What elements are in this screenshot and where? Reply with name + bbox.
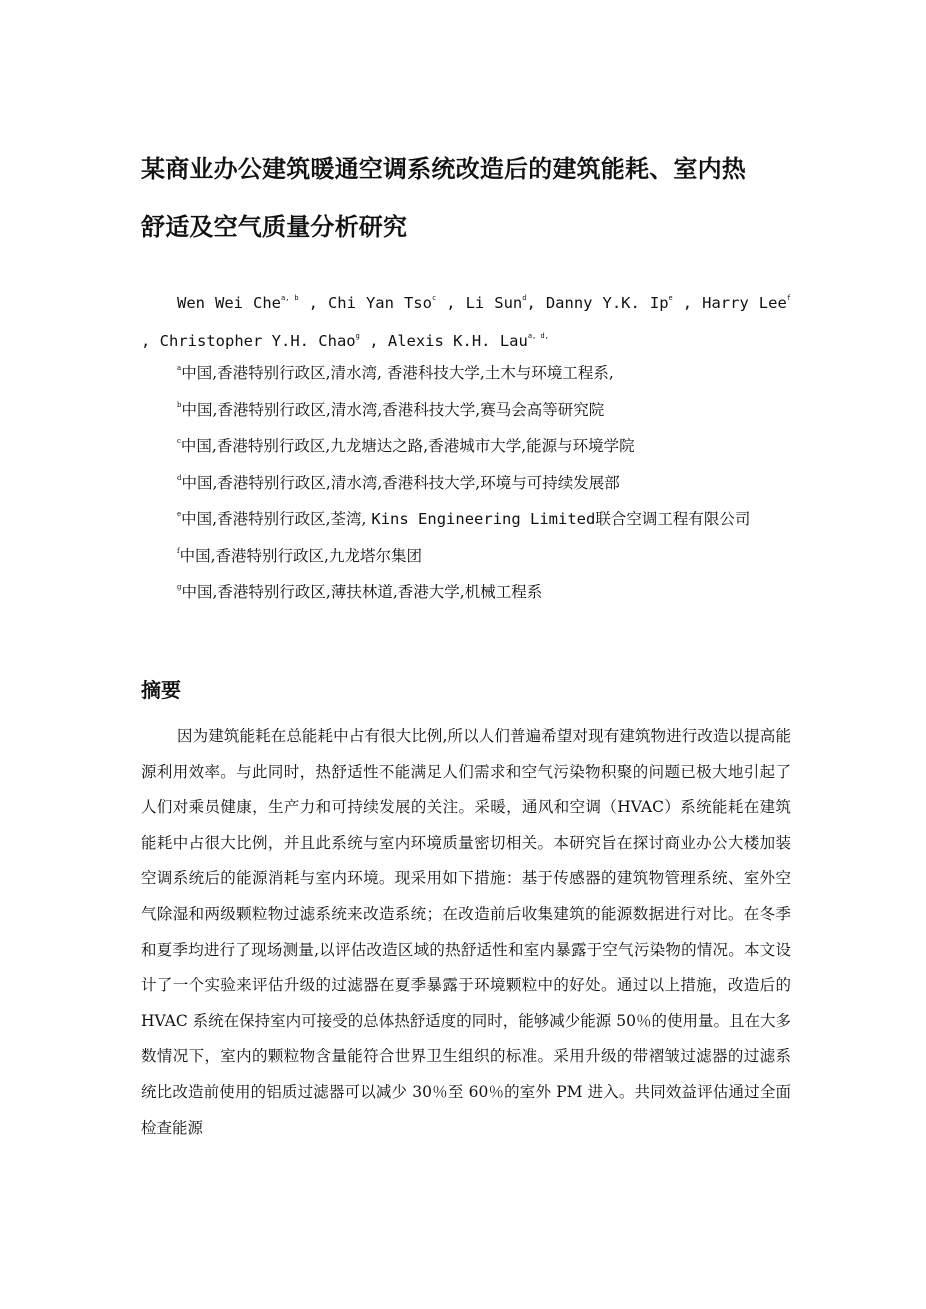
affiliation-text: 中国,香港特别行政区,九龙塘达之路,香港城市大学,能源与环境学院 [180,437,635,455]
affiliation-text: 联合空调工程有限公司 [595,510,751,528]
affiliation-text: 中国,香港特别行政区,薄扶林道,香港大学,机械工程系 [181,583,543,601]
author-affiliation-mark: d [522,294,527,302]
affiliation-text: 中国,香港特别行政区,清水湾,香港科技大学,环境与可持续发展部 [181,473,620,492]
author-name: Harry Lee [702,294,787,312]
affiliation-text: 中国,香港特别行政区,清水湾,香港科技大学,赛马会高等研究院 [181,400,605,419]
author-name: Danny Y.K. Ip [545,294,669,312]
affiliation-mark: e [177,510,182,518]
affiliation-item [141,392,791,429]
author-list: Wen Wei Che$^{a, b}$ , Chi Yan Tso$^c$ , Li Sun$^d$, Danny Y.K. Ip$^e$ , Harry Lee$^f$ , Christopher Y.H. Chao$^g$ , Alexis K.H. Lau$^{a, d,}$ [141,294,792,350]
affiliation-mark: a [177,364,182,372]
affiliation-mark: g [177,583,182,591]
paper-title-line-1: 某商业办公建筑暖通空调系统改造后的建筑能耗、室内热 [141,155,746,183]
affiliation-company-name: Kins Engineering Limited [371,510,596,528]
author-affiliation-mark: a, d, [527,332,549,340]
affiliation-item [141,574,791,611]
author-affiliation-mark: g [355,332,360,340]
affiliation-mark: c [177,437,181,445]
affiliation-list [141,355,791,611]
author-name: Wen Wei Che [177,294,282,312]
affiliation-mark: b [177,400,182,409]
affiliation-text: 中国,香港特别行政区,荃湾, [181,510,372,528]
affiliation-item [141,538,791,575]
author-name: Li Sun [465,294,523,312]
abstract-body: 因为建筑能耗在总能耗中占有很大比例,所以人们普遍希望对现有建筑物进行改造以提高能源利用效率。与此同时，热舒适性不能满足人们需求和空气污染物积聚的问题已极大地引起了人们对乘员健康，生产力和可持续发展的关注。采暖，通风和空调（HVAC）系统能耗在建筑能耗中占很大比例，并且此系统与室内环境质量密切相关。本研究旨在探讨商业办公大楼加装空调系统后的能源消耗与室内环境。现采用如下措施：基于传感器的建筑物管理系统、室外空气除湿和两级颗粒物过滤系统来改造系统；在改造前后收集建筑的能源数据进行对比。在冬季和夏季均进行了现场测量,以评估改造区域的热舒适性和室内暴露于空气污染物的情况。本文设计了一个实验来评估升级的过滤器在夏季暴露于环境颗粒中的好处。通过以上措施，改造后的 HVAC 系统在保持室内可接受的总体热舒适度的同时，能够减少能源 50％的使用量。且在大多数情况下，室内的颗粒物含量能符合世界卫生组织的标准。采用升级的带褶皱过滤器的过滤系统比改造前使用的铝质过滤器可以减少 30％至 60％的室外 PM 进入。共同效益评估通过全面检查能源 [141,727,791,1137]
affiliation-item [141,428,791,465]
author-affiliation-mark: a, b [281,294,299,302]
affiliation-mark: d [177,473,182,482]
affiliation-item [141,355,791,392]
affiliation-item [141,465,791,502]
author-affiliation-mark: f [786,294,792,302]
author-name: Chi Yan Tso [327,294,432,312]
affiliation-mark: f [177,546,180,555]
affiliation-text: 中国,香港特别行政区,九龙塔尔集团 [179,546,422,565]
author-affiliation-mark: e [668,294,673,302]
paper-title-line-2: 舒适及空气质量分析研究 [141,213,408,241]
abstract-heading: 摘要 [141,678,181,702]
affiliation-text: 中国,香港特别行政区,清水湾, 香港科技大学,土木与环境工程系, [181,364,614,382]
author-name: Christopher Y.H. Chao [159,332,356,350]
author-affiliation-mark: c [431,294,437,302]
author-name: Alexis K.H. Lau [387,332,528,350]
affiliation-item [141,501,791,538]
